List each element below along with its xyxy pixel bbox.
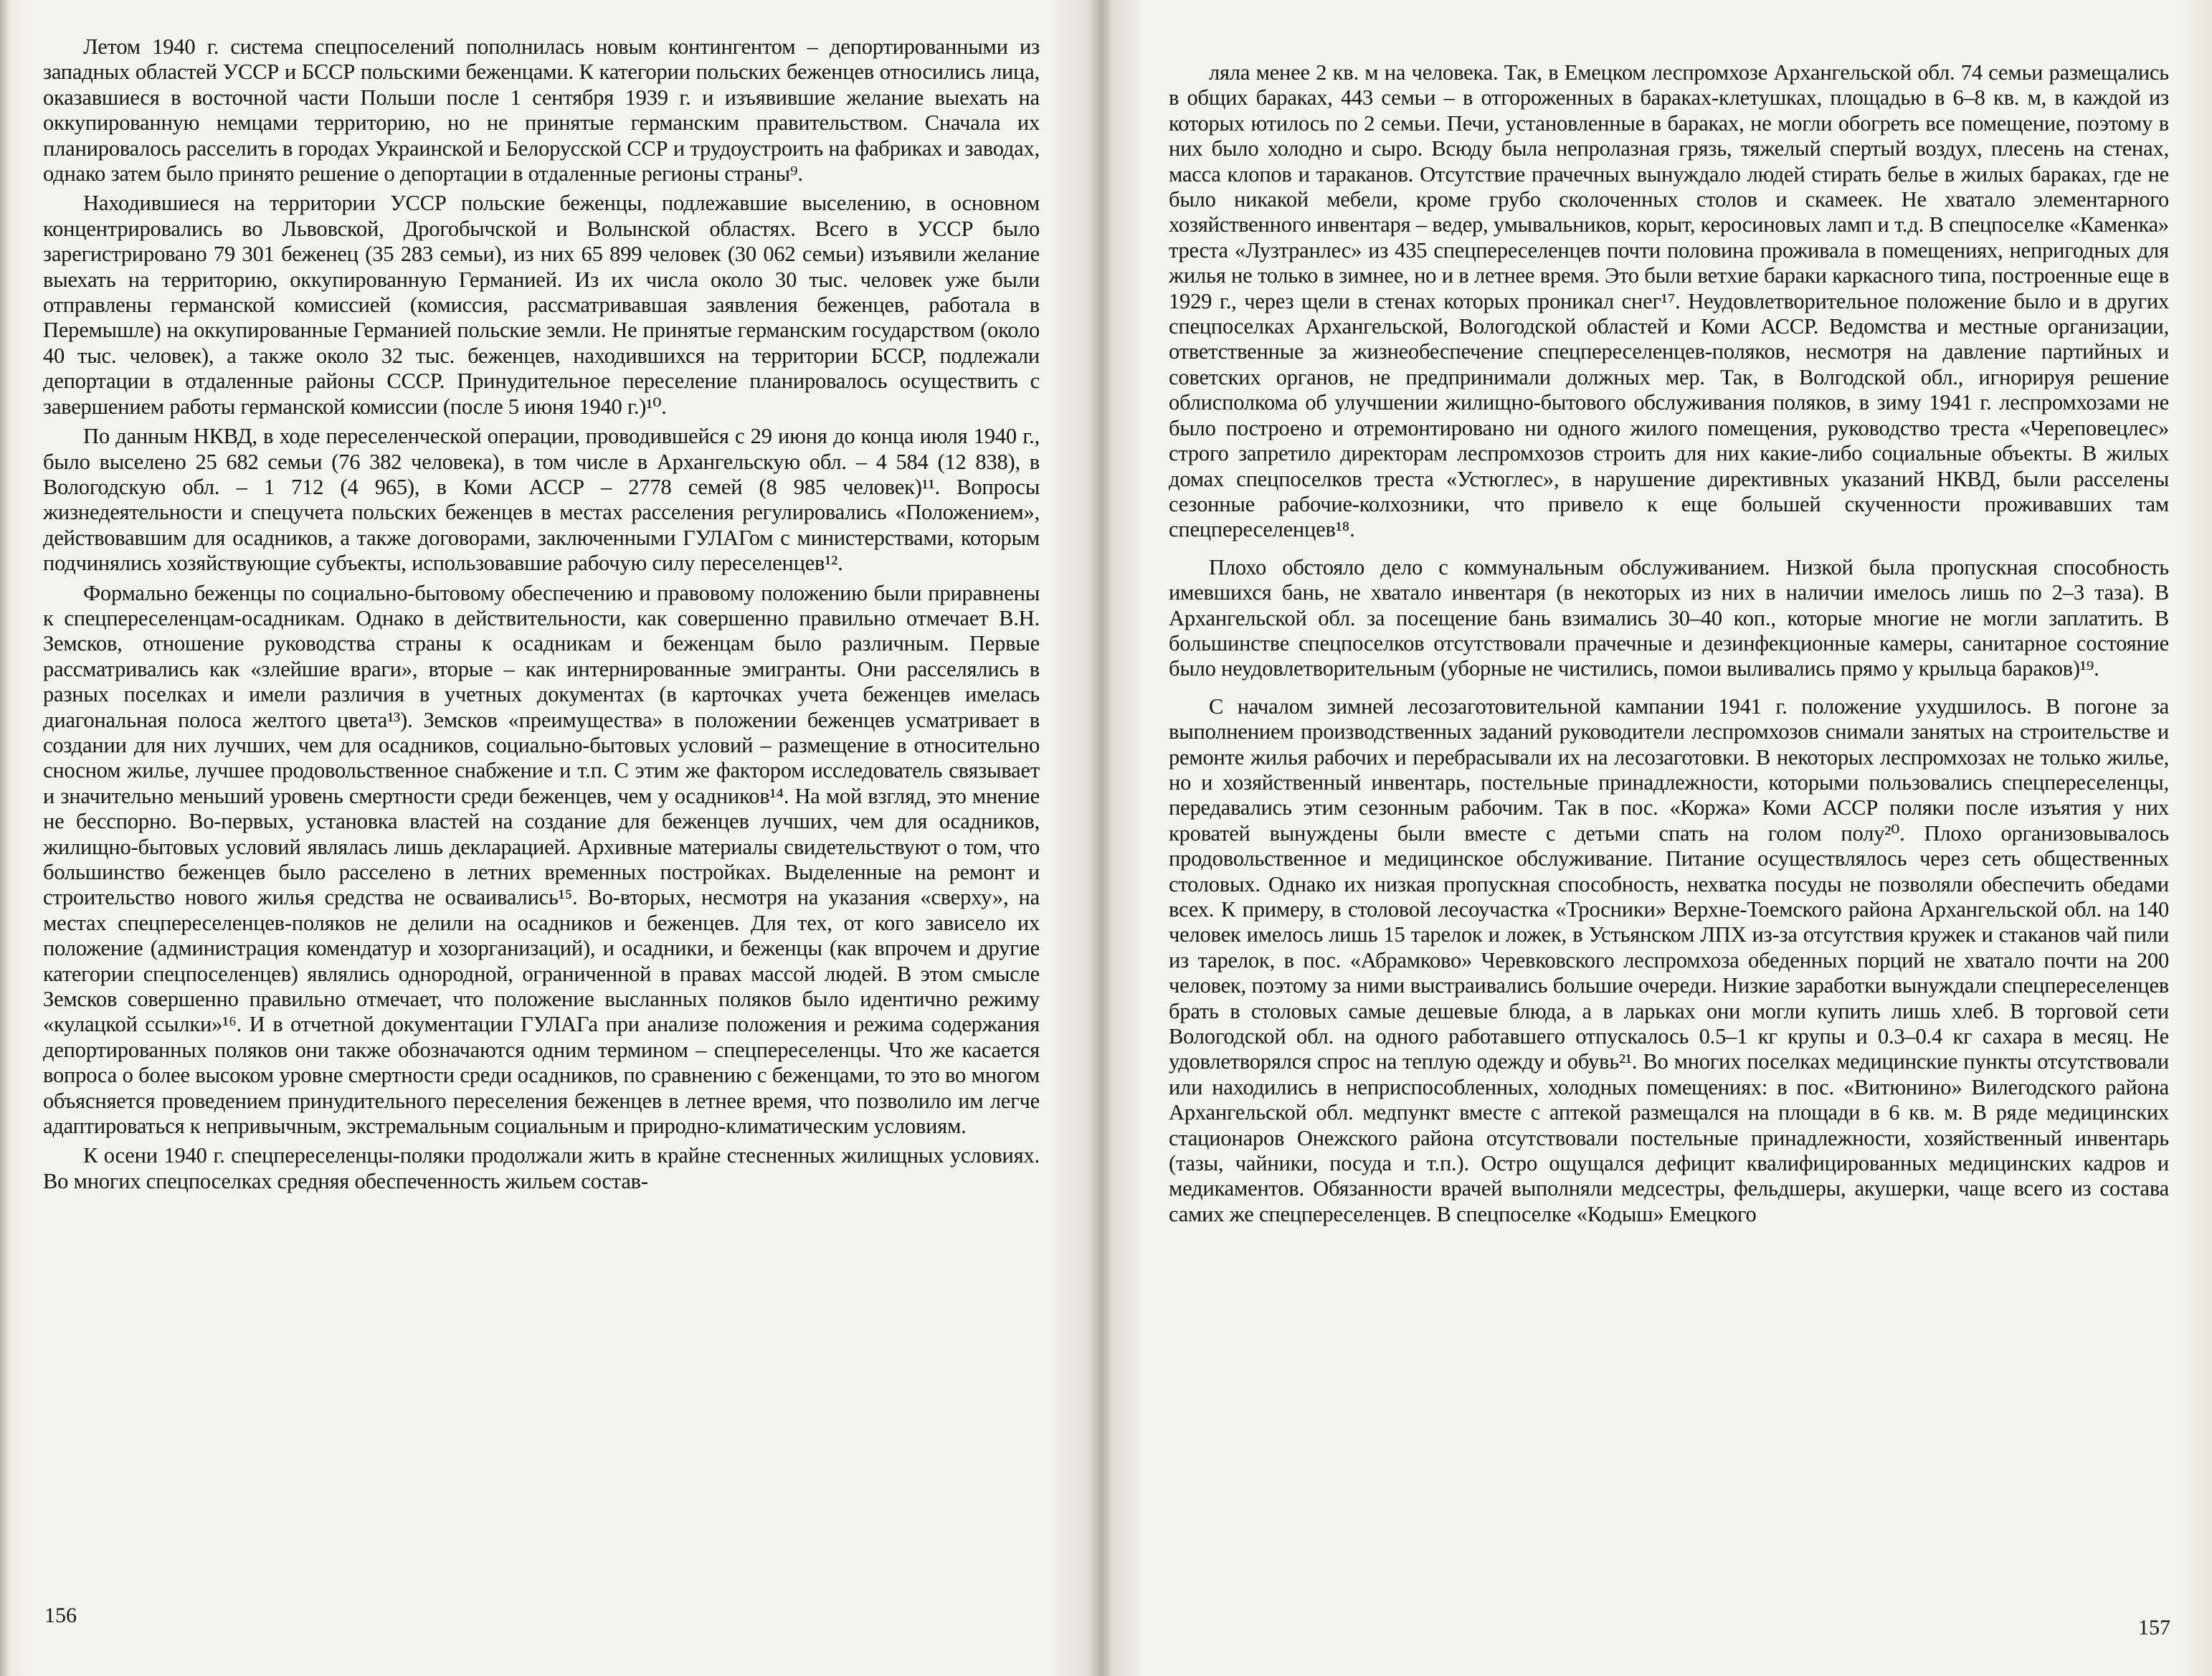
- right-page: [1101, 0, 2212, 1676]
- paragraph: К осени 1940 г. спецпереселенцы-поляки продолжали жить в крайне стесненных жилищных условиях. Во многих спецпоселках средняя обеспеченность жильем состав-: [43, 1143, 1040, 1193]
- left-page: [0, 0, 1101, 1676]
- paragraph: ляла менее 2 кв. м на человека. Так, в Емецком леспромхозе Архангельской обл. 74 семьи размещались в общих бараках, 443 семьи – в отгороженных в бараках-клетушках, площадью в 6–8 кв. м, в каждой из которых ютилось по 2 семьи. Печи, установленные в бараках, не могли обогреть все помещение, поэтому в них было холодно и сыро. Всюду была непролазная грязь, тяжелый спертый воздух, плесень на стенах, масса клопов и тараканов. Отсутствие прачечных вынуждало людей стирать белье в жилых бараках, где не было никакой мебели, кроме грубо сколоченных столов и скамеек. Не хватало элементарного хозяйственного инвентаря – ведер, умывальников, корыт, керосиновых ламп и т.д. В спецпоселке «Каменка» треста «Лузтранлес» из 435 спецпереселенцев почти половина проживала в помещениях, непригодных для жилья не только в зимнее, но и в летнее время. Это были ветхие бараки каркасного типа, построенные еще в 1929 г., через щели в стенах которых проникал снег¹⁷. Неудовлетворительное положение было и в других спецпоселках Архангельской, Вологодской областей и Коми АССР. Ведомства и местные организации, ответственные за жизнеобеспечение спецпереселенцев-поляков, несмотря на давление партийных и советских органов, не предпринимали должных мер. Так, в Волгодской обл., игнорируя решение облисполкома об улучшении жилищно-бытового обслуживания поляков, в зиму 1941 г. леспромхозами не было построено и отремонтировано ни одного жилого помещения, руководство треста «Череповецлес» строго запретило директорам леспромхозов строить для них какие-либо социальные объекты. В жилых домах спецпоселков треста «Устюглес», в нарушение директивных указаний НКВД, были расселены сезонные рабочие-колхозники, что привело к еще большей скученности проживавших там спецпереселенцев¹⁸.: [1169, 60, 2169, 542]
- page-edge-shadow: [0, 0, 10, 1676]
- left-text-column: [43, 34, 1040, 1198]
- right-text-column: [1169, 60, 2169, 1227]
- book-gutter: [1088, 0, 1113, 1676]
- paragraph: Находившиеся на территории УССР польские беженцы, подлежавшие выселению, в основном концентрировались во Львовской, Дрогобычской и Волынской областях. Всего в УССР было зарегистрировано 79 301 беженец (35 283 семьи), из них 65 899 человек (30 062 семьи) изъявили желание выехать на территорию, оккупированную Германией. Из их числа около 30 тыс. человек уже были отправлены германской комиссией (комиссия, рассматривавшая заявления беженцев, работала в Перемышле) на оккупированные Германией польские земли. Не принятые германским государством (около 40 тыс. человек), а также около 32 тыс. беженцев, находившихся на территории БССР, подлежали депортации в отдаленные районы СССР. Принудительное переселение планировалось осуществить с завершением работы германской комиссии (после 5 июня 1940 г.)¹⁰.: [43, 191, 1040, 419]
- paragraph: Формально беженцы по социально-бытовому обеспечению и правовому положению были приравнены к спецпереселенцам-осадникам. Однако в действительности, как совершенно правильно отмечает В.Н. Земсков, отношение руководства страны к осадникам и беженцам было различным. Первые рассматривались как «злейшие враги», вторые – как интернированные эмигранты. Они расселялись в разных поселках и имели различия в учетных документах (в карточках учета беженцев имелась диагональная полоса желтого цвета¹³). Земсков «преимущества» в положении беженцев усматривает в создании для них лучших, чем для осадников, социально-бытовых условий – размещение в относительно сносном жилье, лучшее продовольственное снабжение и т.п. С этим же фактором исследователь связывает и значительно меньший уровень смертности среди беженцев, чем у осадников¹⁴. На мой взгляд, это мнение не бесспорно. Во-первых, установка властей на создание для беженцев лучших, чем для осадников, жилищно-бытовых условий являлась лишь декларацией. Архивные материалы свидетельствуют о том, что большинство беженцев было расселено в летних временных постройках. Выделенные на ремонт и строительство нового жилья средства не осваивались¹⁵. Во-вторых, несмотря на указания «сверху», на местах спецпереселенцев-поляков не делили на осадников и беженцев. Для тех, от кого зависело их положение (администрация комендатур и хозорганизаций), и осадники, и беженцы (как впрочем и другие категории спецпоселенцев) являлись однородной, ограниченной в правах массой людей. В этом смысле Земсков совершенно правильно отмечает, что положение высланных поляков было идентично режиму «кулацкой ссылки»¹⁶. И в отчетной документации ГУЛАГа при анализе положения и режима содержания депортированных поляков они также обозначаются одним термином – спецпереселенцы. Что же касается вопроса о более высоком уровне смертности среди осадников, по сравнению с беженцами, то это во многом объясняется проведением принудительного переселения беженцев в летнее время, что позволило им легче адаптироваться к непривычным, экстремальным социальным и природно-климатическим условиям.: [43, 580, 1040, 1139]
- page-number: 157: [2138, 1616, 2170, 1639]
- page-number: 156: [44, 1604, 77, 1627]
- paragraph: По данным НКВД, в ходе переселенческой операции, проводившейся с 29 июня до конца июля 1940 г., было выселено 25 682 семьи (76 382 человека), в том числе в Архангельскую обл. – 4 584 (12 838), в Вологодскую обл. – 1 712 (4 965), в Коми АССР – 2778 семей (8 985 человек)¹¹. Вопросы жизнедеятельности и спецучета польских беженцев в местах расселения регулировались «Положением», действовавшим для осадников, а также договорами, заключенными ГУЛАГом с министерствами, которым подчинялись хозяйствующие субъекты, использовавшие рабочую силу переселенцев¹².: [43, 424, 1040, 576]
- paragraph: Плохо обстояло дело с коммунальным обслуживанием. Низкой была пропускная способность имевшихся бань, не хватало инвентаря (в некоторых из них в наличии имелось лишь по 2–3 таза). В Архангельской обл. за посещение бань взимались 30–40 коп., которые многие не могли заплатить. В большинстве спецпоселков отсутствовали прачечные и дезинфекционные камеры, санитарное состояние было неудовлетворительным (уборные не чистились, помои выливались прямо у крыльца бараков)¹⁹.: [1169, 554, 2169, 681]
- paragraph: Летом 1940 г. система спецпоселений пополнилась новым контингентом – депортированными из западных областей УССР и БССР польскими беженцами. К категории польских беженцев относились лица, оказавшиеся в восточной части Польши после 1 сентября 1939 г. и изъявившие желание выехать на оккупированную немцами территорию, но не принятые германским правительством. Сначала их планировалось расселить в городах Украинской и Белорусской ССР и трудоустроить на фабриках и заводах, однако затем было принято решение о депортации в отдаленные регионы страны⁹.: [43, 34, 1040, 186]
- paragraph: С началом зимней лесозаготовительной кампании 1941 г. положение ухудшилось. В погоне за выполнением производственных заданий руководители леспромхозов снимали занятых на строительстве и ремонте жилья рабочих и перебрасывали их на лесозаготовки. В некоторых леспромхозах не только жилье, но и хозяйственный инвентарь, постельные принадлежности, которыми пользовались спецпереселенцы, передавались этим сезонным рабочим. Так в пос. «Коржа» Коми АССР поляки после изъятия у них кроватей вынуждены были вместе с детьми спать на голом полу²⁰. Плохо организовывалось продовольственное и медицинское обслуживание. Питание осуществлялось через сеть общественных столовых. Однако их низкая пропускная способность, нехватка посуды не позволяли обеспечить обедами всех. К примеру, в столовой лесоучастка «Тросники» Верхне-Тоемского района Архангельской обл. на 140 человек имелось лишь 15 тарелок и ложек, в Устьянском ЛПХ из-за отсутствия кружек и стаканов чай пили из тарелок, в пос. «Абрамково» Черевковского леспромхоза обеденных порций не хватало почти на 200 человек, поэтому за ними выстраивались большие очереди. Низкие заработки вынуждали спецпереселенцев брать в столовых самые дешевые блюда, а в ларьках они могли купить лишь хлеб. В торговой сети Вологодской обл. на одного работавшего отпускалось 0.5–1 кг крупы и 0.3–0.4 кг сахара в месяц. Не удовлетворялся спрос на теплую одежду и обувь²¹. Во многих поселках медицинские пункты отсутствовали или находились в неприспособленных, холодных помещениях: в пос. «Витюнино» Вилегодского района Архангельской обл. медпункт вместе с аптекой размещался на площади в 6 кв. м. В ряде медицинских стационаров Онежского района отсутствовали постельные принадлежности, хозяйственный инвентарь (тазы, чайники, посуда и т.п.). Остро ощущался дефицит квалифицированных медицинских кадров и медикаментов. Обязанности врачей выполняли медсестры, фельдшеры, акушерки, чаще всего из состава самих же спецпереселенцев. В спецпоселке «Кодыш» Емецкого: [1169, 693, 2169, 1226]
